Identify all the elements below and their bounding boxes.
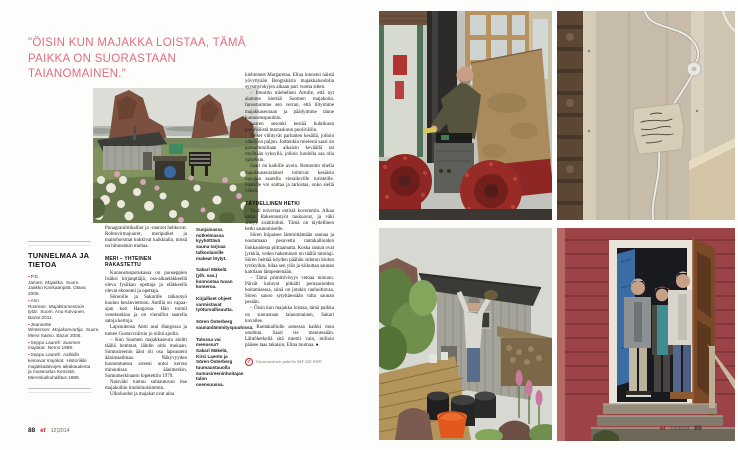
folio-left [28, 427, 70, 434]
paragraph: – Kun Suomen majakkaseura aloitti täällä hommat, lähdin oitis mukaan. Sumusireenin ääni oli osa lapsuuteni äänimaailmaa. Näkyvyyden huonontuessa sireeni antoi kerran minuutissa äänimerkin. Sumumerkinanto lopetettiin 1979. [105, 337, 187, 380]
rule-bottom [28, 388, 91, 393]
doorway-photo [557, 228, 735, 441]
paragraph: – Ilmoitin miehelleni Artolle, että nyt alamme kiertää Suomen majakoita. Innostuimme sen verran, että liityimme majakkaseuraan ja päädyimme tänne kunnostuspuuhiin. [245, 91, 334, 121]
island-meadow-illustration [93, 88, 258, 223]
bullet-icon: ▪ [28, 297, 30, 303]
book-item [28, 321, 100, 339]
wall-note-illustration [557, 11, 735, 220]
book-author: Seppo Laurell: [30, 339, 61, 345]
sauna-photo [379, 228, 552, 440]
workshop-photo [379, 11, 552, 220]
body-column-1 [105, 226, 187, 399]
info-box [28, 241, 100, 393]
lead-paragraph: Punagraniittikalliot ja -rauniot hehkuvat. Rohtovirmajuuret, meriputket ja maitohorsmat kukkivat kaikkialla, missä on hitunenkin multaa. [105, 226, 187, 250]
bullet-icon: ▪ [28, 274, 30, 279]
book-item [28, 340, 91, 351]
paragraph: Saari on kaikille avoin. Remontin ohella majakkaseuralaiset toimivat kesäisin oppaina saarella vieraileville turisteille. Saarelle voi soittaa ja tarkistaa, onko siellä väkeä. [245, 164, 334, 194]
paragraph: Sakari Mäkelä (ylh. vas.) kunnostaa tuvan komeroa. [196, 267, 233, 290]
paragraph-group [245, 209, 334, 349]
book-item [28, 274, 91, 297]
paragraph: Lapsuutensa Antti asui Hangossa ja tuntee Gustavsvärnin jo niiltä ajoilta. [105, 325, 187, 337]
book-item [28, 298, 91, 321]
paragraph: Kirjalliset ohjeet varmistavat työturvallisuutta. [196, 296, 234, 313]
book-details: Nemo 1999. [47, 345, 74, 351]
book-author: P.D. James: [28, 274, 44, 285]
book-author: Seppo Laurell: [30, 352, 61, 358]
book-title: Aalloilla keinuvat majakat. [28, 352, 80, 363]
magazine-logo: et [660, 426, 666, 432]
contact-note-text: Gustavsvärnin puhelin 044 320-0309 [256, 359, 322, 365]
book-details: Historiikki majakkalaivojen aikakaudesta ja museoalus Kemistä. Merenkulkuhallitus 1988. [28, 357, 91, 380]
bullet-icon: ▪ [28, 321, 30, 327]
workshop-illustration [379, 11, 552, 220]
issue-number: 12|2014 [670, 426, 690, 432]
paragraph: Naisväki tuntuu suhtautuvan itse majakoihin intohimoisimmin. [105, 380, 187, 392]
subhead-meri: MERI – YHTEINEN RAKASTETTU [105, 256, 152, 269]
paragraph: Kunnostusporukassa on puuseppien lisäksi kirjanpitäjä, osa-aikaeläkkeellä oleva fysiikan opettaja ja eläkkeellä olevat ekonomi ja opettaja. [105, 270, 187, 294]
bullet-icon: ▪ [28, 339, 30, 345]
paragraph: – Rantakalliolle astuessa kaikki muu unohtuu. Saari vie mennessään. Lähtöhetkellä sitä miettii vain, milloin pääsee taas takaisin, Elina tuumaa. ● [245, 324, 334, 349]
magazine-logo: et [40, 428, 46, 434]
paragraph: – Tämä primitiivisyys vetoaa minuun. Päivät kuluvat pitkälti perusasioiden hoitamisessa, siinä on jotakin rauhoittavaa, Sören sanoo sytyttäessään tulta saunan pesään. [245, 276, 334, 306]
paragraph: Sören Österberg saunanlämmityspuuhissa. [196, 319, 254, 330]
doorway-illustration [557, 228, 735, 441]
folio-right [660, 425, 702, 432]
book-author: Jeannette Winterson: [28, 321, 52, 333]
paragraph-group [105, 271, 187, 399]
book-author: Ann Rosman: [28, 297, 47, 309]
paragraph: Saaren sesonki kestää huhtikuun puolivälistä marraskuun puoliväliin. [245, 121, 334, 133]
paragraph: kiehtoneet Margaretaa. Elina innostui näistä yövyttyään Bengtskärin majakkaluodolla syysmyrskyjen aikaan pari vuotta sitten. [245, 73, 334, 91]
body-column-3 [245, 73, 334, 366]
issue-number: 12|2014 [50, 428, 70, 434]
wall-note-photo [557, 11, 735, 220]
page-number: 89 [694, 425, 702, 432]
paragraph-group [245, 73, 334, 195]
phone-icon: ✆ [245, 358, 253, 366]
paragraph: Sören hiipaisee lämmittämään saunaa ja noutamaan pesuvettä rantakallioiden liukkaudesta piittaamatta. Koska rannat ovat jyrkkiä, veden hakeminen on täällä taitolaji. Sören heittää köyden päähän sidotun kiulun tyrskyihin, hilaa sen ylös ja kiikuttaa saunan kattilaan lämpenemään. [245, 233, 334, 275]
pull-quote: "ÖISIN KUN MAJAKKA LOISTAA, TÄMÄ PAIKKA ON SUORASTAAN TAIANOMAINEN." [28, 37, 246, 80]
rule-top [28, 241, 91, 246]
book-title: Majakkamestarin tytär. [28, 303, 85, 315]
book-details: Suom. Jaakko Kankaanpää. Otava 2006. [28, 279, 86, 297]
island-meadow-photo [93, 88, 258, 223]
book-title: Suomen majakat. [28, 339, 81, 351]
book-details: Suom. Anu Koivunen. Bazar 2011. [28, 309, 86, 320]
paragraph: – Öisin kun majakka loistaa, tämä paikka on suorastaan taianomainen, Sakari kuvailee. [245, 306, 334, 324]
book-item [28, 352, 91, 381]
book-title: Majakanvartija. [52, 327, 84, 333]
page-number: 88 [28, 427, 36, 434]
paragraph: Toiset viihtyvät parhaiten kesällä, jolloin väkeä on paljon. Joittenkin mielestä saari on parhaimmillaan aikaisin keväällä tai myöhään syksyllä, jolloin luodolla saa olla ypöyksin. [245, 133, 334, 164]
paragraph: Tulossa vai menossa? Sakari Mäkelä, Kirsi Laento ja Sören Österberg tuumaustauolla sumusireeninhoitajan talon ovensuussa. [196, 336, 244, 388]
bullet-icon: ▪ [28, 352, 30, 358]
paragraph: Tuuli tuivertaa entistä kovemmin. Alkaa sataa. Rakennustyöt taukoavat, ja väki siirtyy sisätiloihin. Tämä on täydellinen hetki saunomiselle. [245, 208, 334, 233]
book-title: Majakka. [45, 279, 64, 285]
paragraph: Suojaisassa notkelmassa kyyhöttävä sauna tarjoaa talkoolaisille makeat löylyt. [196, 227, 227, 261]
contact-note [245, 358, 334, 366]
info-box-title: TUNNELMAA JA TIETOA [28, 251, 90, 269]
subhead-taydellinen: TÄYDELLINEN HETKI [245, 200, 300, 207]
paragraph: Ulkoluodot ja majakat ovat aina [110, 392, 175, 398]
book-details: Suom. Mervi Sainio. Bazar 2005. [28, 327, 100, 339]
sauna-illustration [379, 228, 552, 440]
paragraph: Sörenille ja Sakarille talkootyö kuuluu kesänviettoon. Antilla on vapaa-ajan koti Hangossa. Hän toimii venekuskina ja on vieraillut saarella satoja kertoja. [105, 294, 187, 325]
caption-column [196, 227, 254, 394]
